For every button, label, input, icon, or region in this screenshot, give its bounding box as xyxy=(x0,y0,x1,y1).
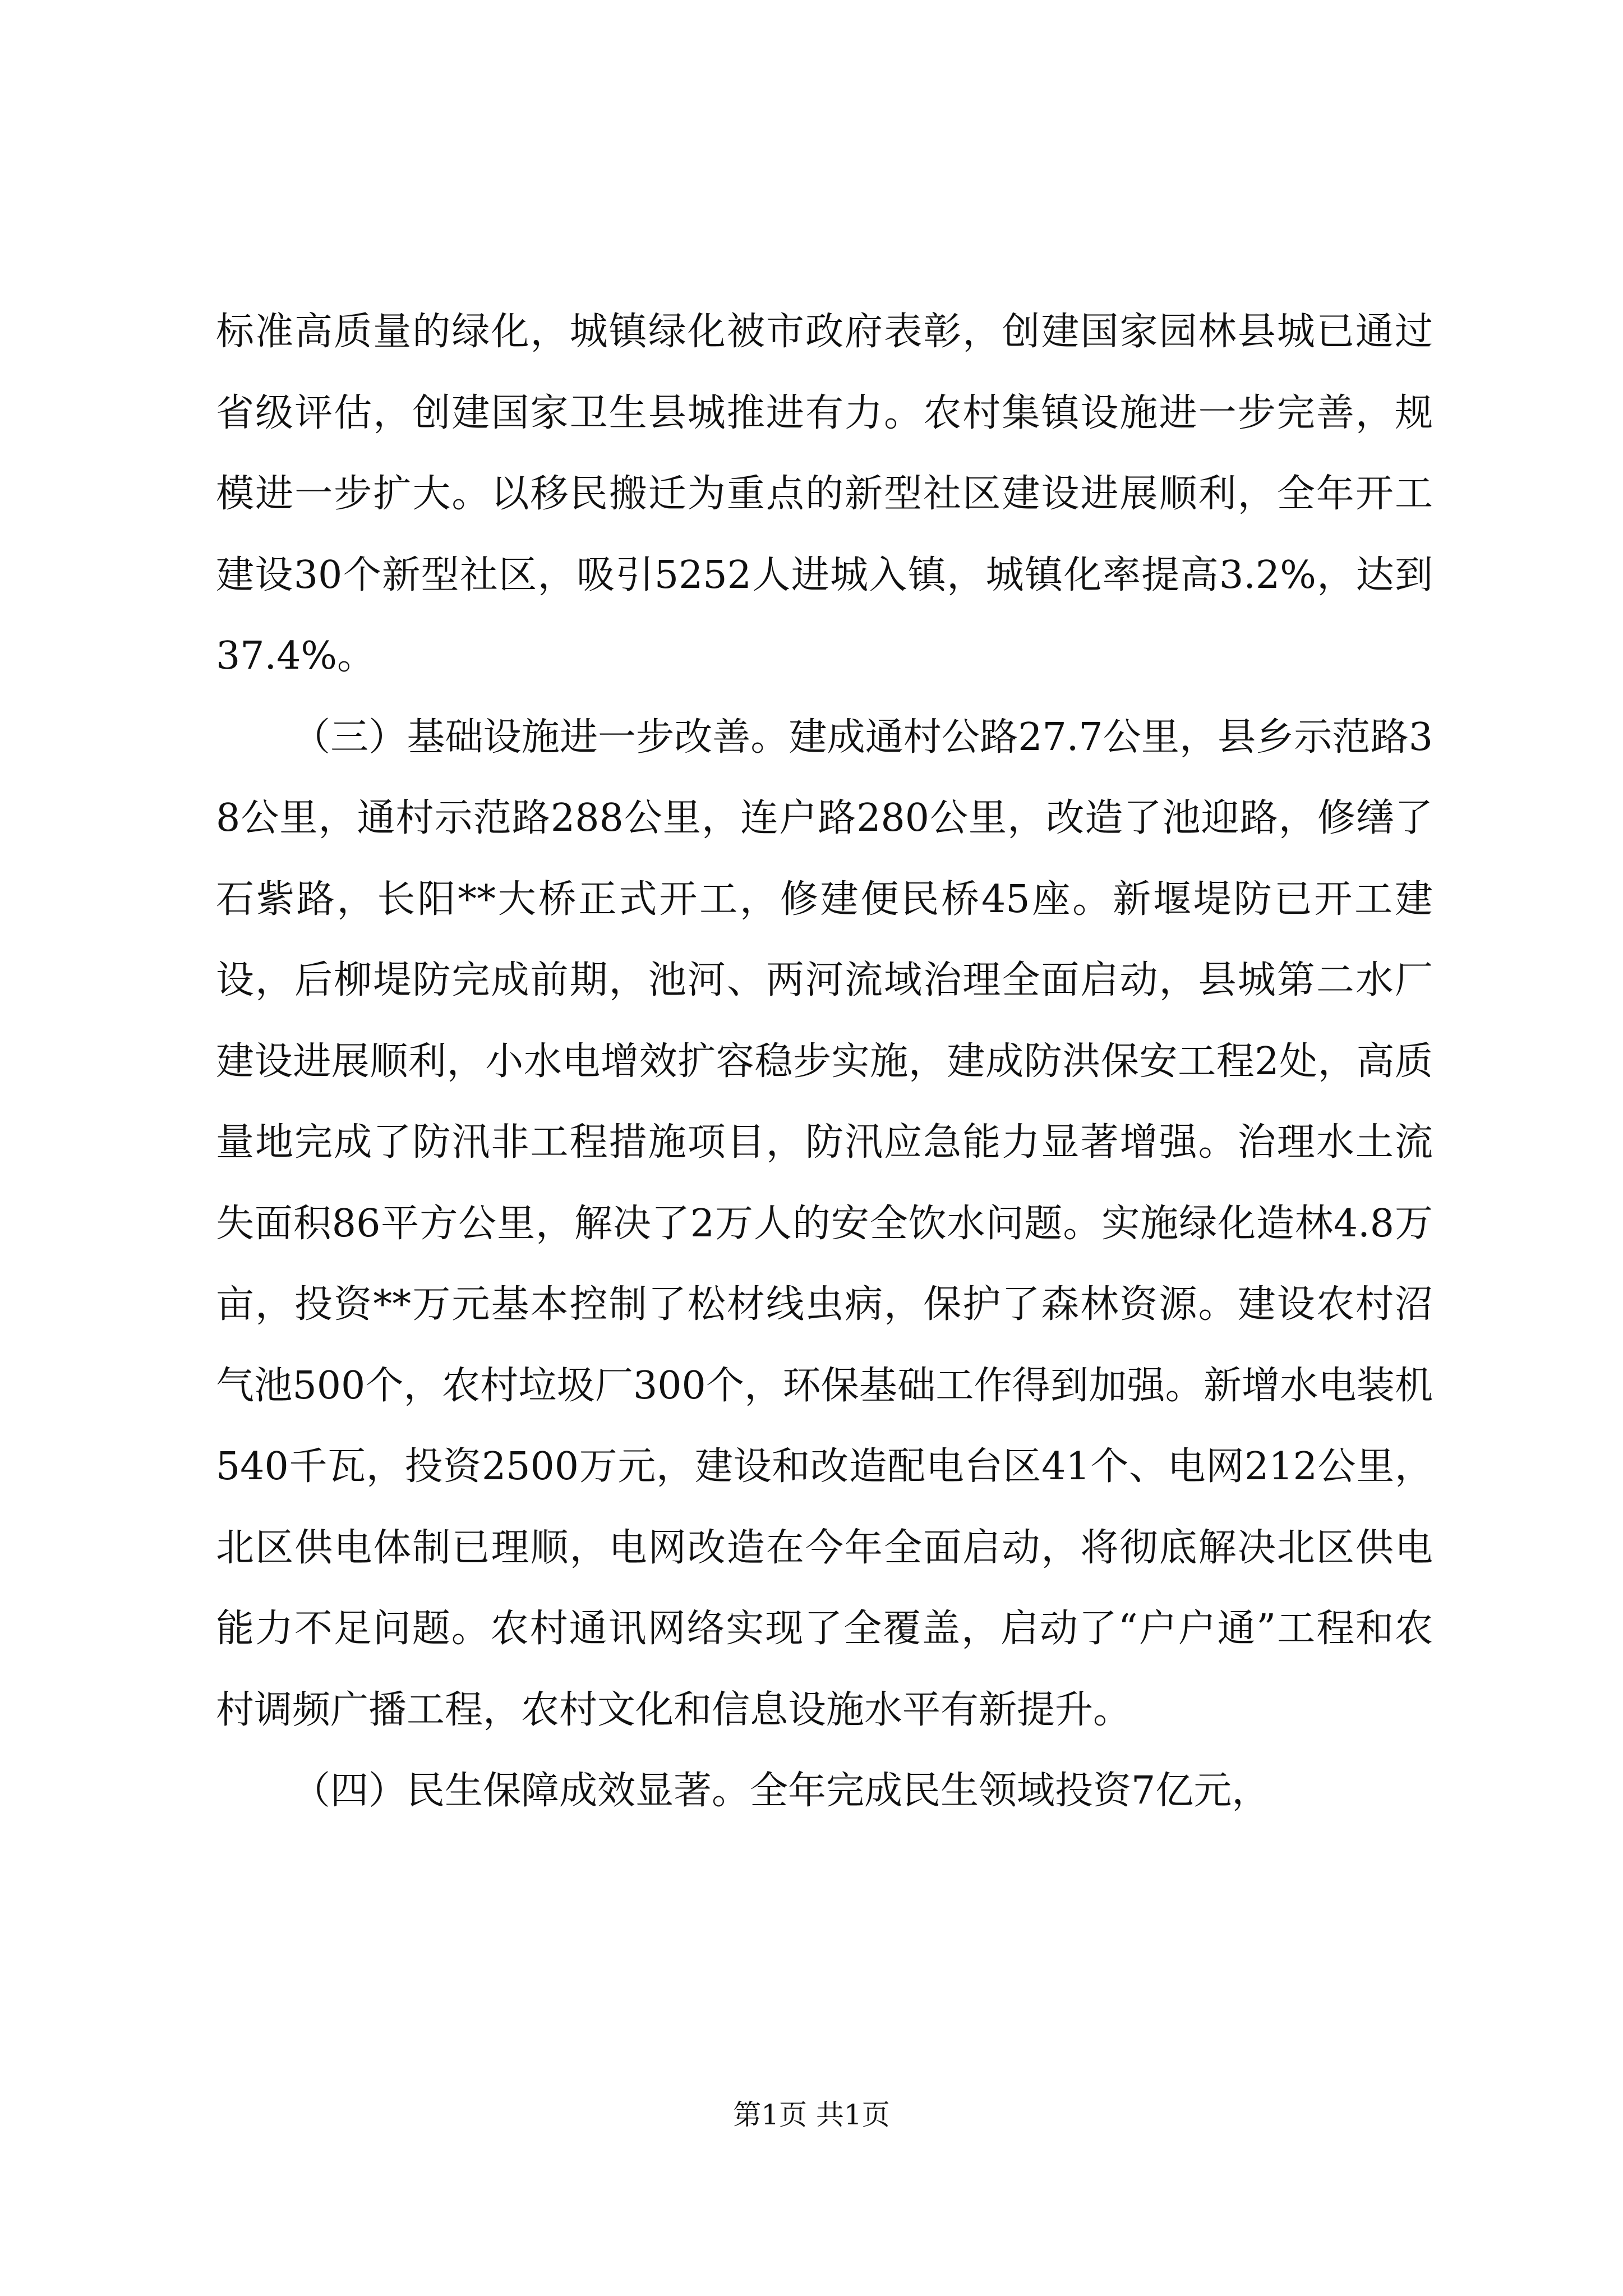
paragraph-infrastructure: （三）基础设施进一步改善。建成通村公路27.7公里，县乡示范路38公里，通村示范路288公里，连户路280公里，改造了池迎路，修缮了石紫路，长阳**大桥正式开工，修建便民桥45座。新堰堤防已开工建设，后柳堤防完成前期，池河、两河流域治理全面启动，县城第二水厂建设进展顺利，小水电增效扩容稳步实施，建成防洪保安工程2处，高质量地完成了防汛非工程措施项目，防汛应急能力显著增强。治理水土流失面积86平方公里，解决了2万人的安全饮水问题。实施绿化造林4.8万亩，投资**万元基本控制了松材线虫病，保护了森林资源。建设农村沼气池500个，农村垃圾厂300个，环保基础工作得到加强。新增水电装机540千瓦，投资2500万元，建设和改造配电台区41个、电网212公里，北区供电体制已理顺，电网改造在今年全面启动，将彻底解决北区供电能力不足问题。农村通讯网络实现了全覆盖，启动了“户户通”工程和农村调频广播工程，农村文化和信息设施水平有新提升。 xyxy=(216,715,1433,1732)
paragraph-livelihood: （四）民生保障成效显著。全年完成民生领域投资7亿元， xyxy=(292,1769,1270,1813)
paragraph-urbanization: 标准高质量的绿化，城镇绿化被市政府表彰，创建国家园林县城已通过省级评估，创建国家卫生县城推进有力。农村集镇设施进一步完善，规模进一步扩大。以移民搬迁为重点的新型社区建设进展顺利，全年开工建设30个新型社区，吸引5252人进城入镇，城镇化率提高3.2%，达到37.4%。 xyxy=(216,310,1433,678)
document-body xyxy=(216,292,1433,1832)
page-footer xyxy=(0,2098,1623,2132)
page-number-label: 第1页 共1页 xyxy=(733,2099,890,2131)
